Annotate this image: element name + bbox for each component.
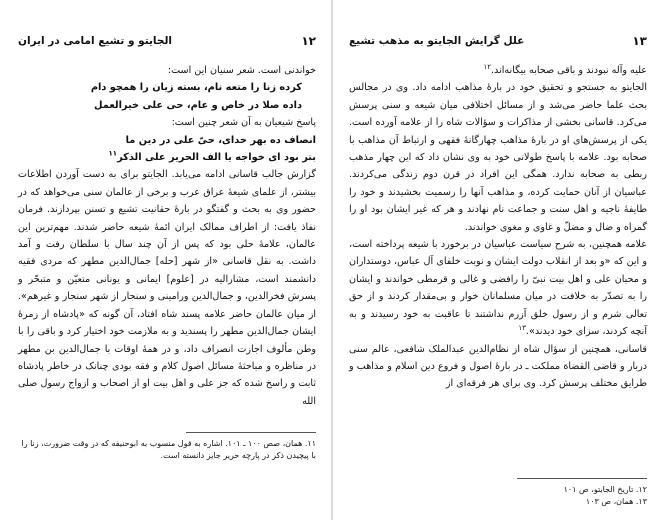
footnotes: [18, 438, 316, 462]
page-number: ۱۳: [632, 34, 647, 48]
paragraph: قاسانی، همچنین از سؤال شاه از نظام‌الدین عبدالملک شافعی، عالم سنی دربار و قاضی القضاة مملکت ـ در بارهٔ اصول و فروع دین اسلام و مذاهب و طرایق مختلف پرسش کرد. وی برای هر فرقه‌ای از: [349, 343, 647, 390]
footnote: ۱۱. همان، صص ۱۰۰ ـ ۱۰۱. اشاره به قول منسوب به ابوحنیفه که در وقت ضرورت، زنا را با پیچیدن ذکر در پارچه حریر جایز دانسته است.: [21, 439, 316, 460]
verse-line: انصاف ده بهر خدای، حیّ علی در دین ما: [125, 134, 316, 146]
paragraph: پاسخ شیعیان به آن شعر چنین است:: [171, 117, 316, 129]
page-body: [349, 62, 647, 393]
running-title: علل گرایش الجایتو به مذهب تشیع: [349, 35, 525, 47]
verse-line: کرده زنا را متعه نام، بسته زیان را همچو دام: [90, 82, 302, 94]
footnote-marker: ۱۲: [483, 62, 491, 71]
footnote: ۱۳. همان، ص ۱۰۳: [585, 497, 647, 506]
paragraph-text: علیه وآله نبودند و باقی صحابه بیگانه‌اند.: [490, 65, 647, 76]
footnote: ۱۲. تاریخ الجایتو، ص ۱۰۱: [563, 485, 647, 494]
verse-text: بتر بود ای خواجه یا الف الحریر علی الذکر: [117, 152, 316, 164]
footnote-divider: [186, 432, 316, 433]
verse-line: داده صلا در خاص و عام، حی علی خیرالعمل: [94, 99, 302, 111]
paragraph: خواندنی است. شعر سنیان این است:: [167, 65, 316, 76]
page-number: ۱۲: [301, 34, 316, 48]
paragraph-with-note: [349, 62, 647, 79]
paragraph-with-note: [349, 236, 647, 340]
footnotes: [349, 484, 647, 508]
paragraph: الجایتو به جستجو و تحقیق خود در بارهٔ مذاهب ادامه داد. وی در مجالس بحث علما حاضر می‌شد و از مسائل اختلافی میان شیعه و سنی پرسش می‌کرد. قاسانی بخشی از مذاکرات و سؤالات شاه را از علامه آورده است. یکی از پرسش‌های او در بارهٔ مذاهب چهارگانهٔ فقهی و ارتباط آن مذاهب با صحابه بود. علامه با پاسخ طولانی خود به وی نشان داد که این چهار مذهب ربطی به صحابه ندارد. همگی این افراد در قرن دوم زندگی می‌کردند. عباسیان از آنان حمایت کرده، و مذاهب آنها را رسمیت بخشیدند و خود را طایفهٔ ناجیه و اهل سنت و جماعت نام نهادند و هر که غیر ایشان بود او را گمراه و ضال و مضلّ و غاوی و مغوی خواندند.: [349, 82, 647, 233]
page-body: [18, 62, 316, 410]
page-header: [18, 34, 316, 48]
paragraph: گزارش جالب قاسانی ادامه می‌یابد. الجایتو برای به دست آوردن اطلاعات بیشتر، از علمای شیعهٔ عراق عرب و برخی از عالمان سنی می‌خواهد که در حضور وی به بحث و گفتگو در بارهٔ حقانیت تشیع و تسنن بپردازند. فرمان نفاذ یافت: از اطراف ممالک ایران ائمهٔ شیعه حاضر شدند. مهم‌ترین این عالمان، علامهٔ حلی بود که پس از آن چند سال با سلطان رفت و آمد داشت. به نقل قاسانی «از شهر [حله] جمال‌الدین مطهر که مردی فقیه دانشمند است، مشارالیه در [علوم] ایمانی و یونانی متعیّن و متبحّر و پسرش فخرالدین، و جمال‌الدین ورامینی و سنجار از شهر سنجار و غیرهم». از میان عالمان حاضر علامه پسند شاه افتاد، آن گونه که «پادشاه از زمرهٔ ایشان جمال‌الدین مطهر را پسندید و به ملازمت خود اختیار کرد و باقی را با وطن مألوف اجازت انصراف داد، و در همهٔ اوقات با جمال‌الدین بن مطهر در مناظره و مباحثهٔ مسائل اصول کلام و فقه بودی چنانک در خاطر پادشاه ثابت و راسخ شده که جز علی و اهل بیت او از اصحاب و ازواج رسول صلی الله: [18, 169, 316, 407]
footnote-marker: ۱۱: [108, 149, 118, 158]
running-title: الجایتو و تشیع امامی در ایران: [18, 35, 172, 47]
footnote-divider: [517, 478, 647, 479]
footnote-marker: ۱۳: [518, 323, 526, 332]
page-header: [349, 34, 647, 48]
left-page: [0, 0, 332, 520]
paragraph-text: علامه همچنین، به شرح سیاست عباسیان در برخورد با شیعه پرداخته است، و این که «و بعد از انقلاب دولت ایشان و نوبت خلفای آل عباس، دوستداران و محبان علی و اهل بیت نبیّ را رافضی و غالی و قرمطی خواندند و ایشان را به تصدّر به خلافت در میان مسلمانان خوار و بی‌مقدار کردند و از حق تعالی شرم و از رسول خلق آزرم نداشتند تا عاقبت به خود رسیدند و به آنچه کردند، سزای خود دیدند».: [349, 239, 647, 338]
right-page: [333, 0, 665, 520]
verse-line-with-note: [18, 149, 316, 166]
